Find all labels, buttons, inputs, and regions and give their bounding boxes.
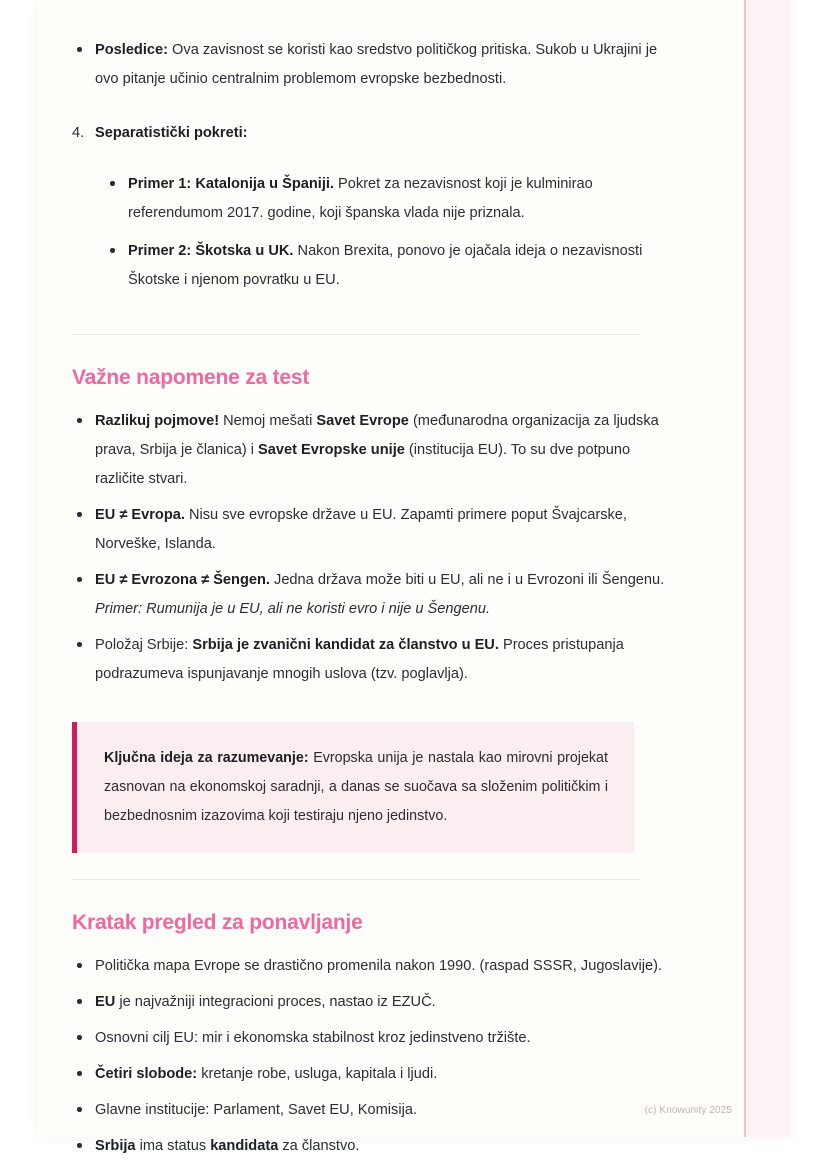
bullet-dot-icon	[77, 1035, 82, 1040]
separatisticki-sub-list	[103, 170, 678, 295]
bullet-text: Jedna država može biti u EU, ali ne i u Evrozoni ili Šengenu.	[269, 572, 665, 588]
numbered-item-title: Separatistički pokreti:	[95, 125, 248, 141]
list-item	[70, 631, 678, 689]
list-item	[70, 566, 678, 624]
bullet-lead: Primer 2: Škotska u UK.	[128, 243, 294, 259]
bullet-dot-icon	[77, 1071, 82, 1076]
bullet-lead: Posledice:	[95, 42, 168, 58]
bullet-italic-example: Primer: Rumunija je u EU, ali ne koristi evro i nije u Šengenu.	[95, 601, 491, 617]
bullet-dot-icon	[77, 577, 82, 582]
bullet-dot-icon	[77, 418, 82, 423]
bullet-lead: EU ≠ Evropa.	[95, 507, 185, 523]
bullet-dot-icon	[77, 47, 82, 52]
bullet-lead: Četiri slobode:	[95, 1066, 198, 1082]
document-card	[38, 0, 790, 1154]
bullet-text-tail: (institucija EU). To su dve potpuno različite stvari.	[95, 442, 631, 487]
bullet-lead: EU ≠ Evrozona ≠ Šengen.	[95, 572, 270, 588]
bullet-bold1: Savet Evrope	[316, 413, 409, 429]
list-item	[70, 1132, 678, 1161]
page-title: Kratak pregled za ponavljanje	[72, 911, 363, 934]
numbered-list	[70, 119, 678, 148]
list-item	[103, 237, 678, 295]
bullet-dot-icon	[77, 1107, 82, 1112]
bullet-dot-icon	[110, 181, 115, 186]
list-item	[70, 1024, 678, 1053]
bullet-lead: EU	[95, 994, 116, 1010]
bullet-text: je najvažniji integracioni proces, nastao iz EZUČ.	[115, 994, 436, 1010]
list-item	[70, 407, 678, 494]
item-number: 4.	[72, 125, 85, 141]
list-item	[70, 988, 678, 1017]
bullet-lead: Srbija je zvanični kandidat za članstvo u EU.	[192, 637, 499, 653]
pink-margin-strip	[744, 0, 790, 1137]
list-item	[70, 1096, 678, 1125]
bullet-lead: Razlikuj pojmove!	[95, 413, 220, 429]
numbered-item-4	[70, 119, 678, 148]
bullet-text: Politička mapa Evrope se drastično promenila nakon 1990. (raspad SSSR, Jugoslavije).	[95, 958, 663, 974]
bullet-text: Ova zavisnost se koristi kao sredstvo političkog pritiska. Sukob u Ukrajini je ovo pitanje učinio centralnim problemom evropske bezbednosti.	[95, 42, 658, 87]
bullet-bold2: Savet Evropske unije	[258, 442, 405, 458]
napomene-bullet-list	[70, 407, 678, 689]
bullet-text-mid2: (međunarodna organizacija za ljudska prava, Srbija je članica) i	[95, 413, 659, 458]
bullet-text: Glavne institucije: Parlament, Savet EU, Komisija.	[95, 1102, 418, 1118]
list-item	[70, 36, 678, 94]
bullet-dot-icon	[77, 642, 82, 647]
bullet-bold1: kandidata	[210, 1138, 279, 1154]
callout-paragraph	[104, 744, 608, 831]
bullet-text: Nakon Brexita, ponovo je ojačala ideja o nezavisnosti Škotske i njenom povratku u EU.	[128, 243, 643, 288]
list-item	[70, 501, 678, 559]
bullet-dot-icon	[77, 963, 82, 968]
list-item	[103, 170, 678, 228]
bullet-text-mid1: ima status	[135, 1138, 211, 1154]
bullet-dot-icon	[77, 512, 82, 517]
callout-lead: Ključna ideja za razumevanje:	[104, 750, 309, 766]
bullet-text-mid1: Nemoj mešati	[219, 413, 317, 429]
bullet-text-pre: Položaj Srbije:	[95, 637, 193, 653]
list-item	[70, 1060, 678, 1089]
bullet-text: Osnovni cilj EU: mir i ekonomska stabilnost kroz jedinstveno tržište.	[95, 1030, 531, 1046]
bullet-dot-icon	[77, 1143, 82, 1148]
bullet-lead: Srbija	[95, 1138, 136, 1154]
bullet-text: kretanje robe, usluga, kapitala i ljudi.	[197, 1066, 438, 1082]
bullet-text: Pokret za nezavisnost koji je kulminirao referendumom 2017. godine, koji španska vlada nije priznala.	[128, 176, 593, 221]
key-idea-callout	[72, 722, 634, 853]
posledice-bullet-list	[70, 36, 678, 94]
bullet-dot-icon	[110, 248, 115, 253]
pregled-bullet-list	[70, 952, 678, 1161]
bullet-dot-icon	[77, 999, 82, 1004]
bullet-text: Proces pristupanja podrazumeva ispunjavanje mnogih uslova (tzv. poglavlja).	[95, 637, 624, 682]
bullet-text-tail: za članstvo.	[278, 1138, 360, 1154]
callout-text: Evropska unija je nastala kao mirovni projekat zasnovan na ekonomskoj saradnji, a danas se suočava sa složenim političkim i bezbednosnim izazovima koji testiraju njeno jedinstvo.	[104, 750, 608, 824]
document-content	[70, 0, 678, 1168]
list-item	[70, 952, 678, 981]
bullet-lead: Primer 1: Katalonija u Španiji.	[128, 176, 334, 192]
page-title: Važne napomene za test	[72, 366, 310, 389]
bullet-text: Nisu sve evropske države u EU. Zapamti primere poput Švajcarske, Norveške, Islanda.	[95, 507, 627, 552]
footer-copyright: (c) Knowunity 2025	[644, 1105, 732, 1116]
